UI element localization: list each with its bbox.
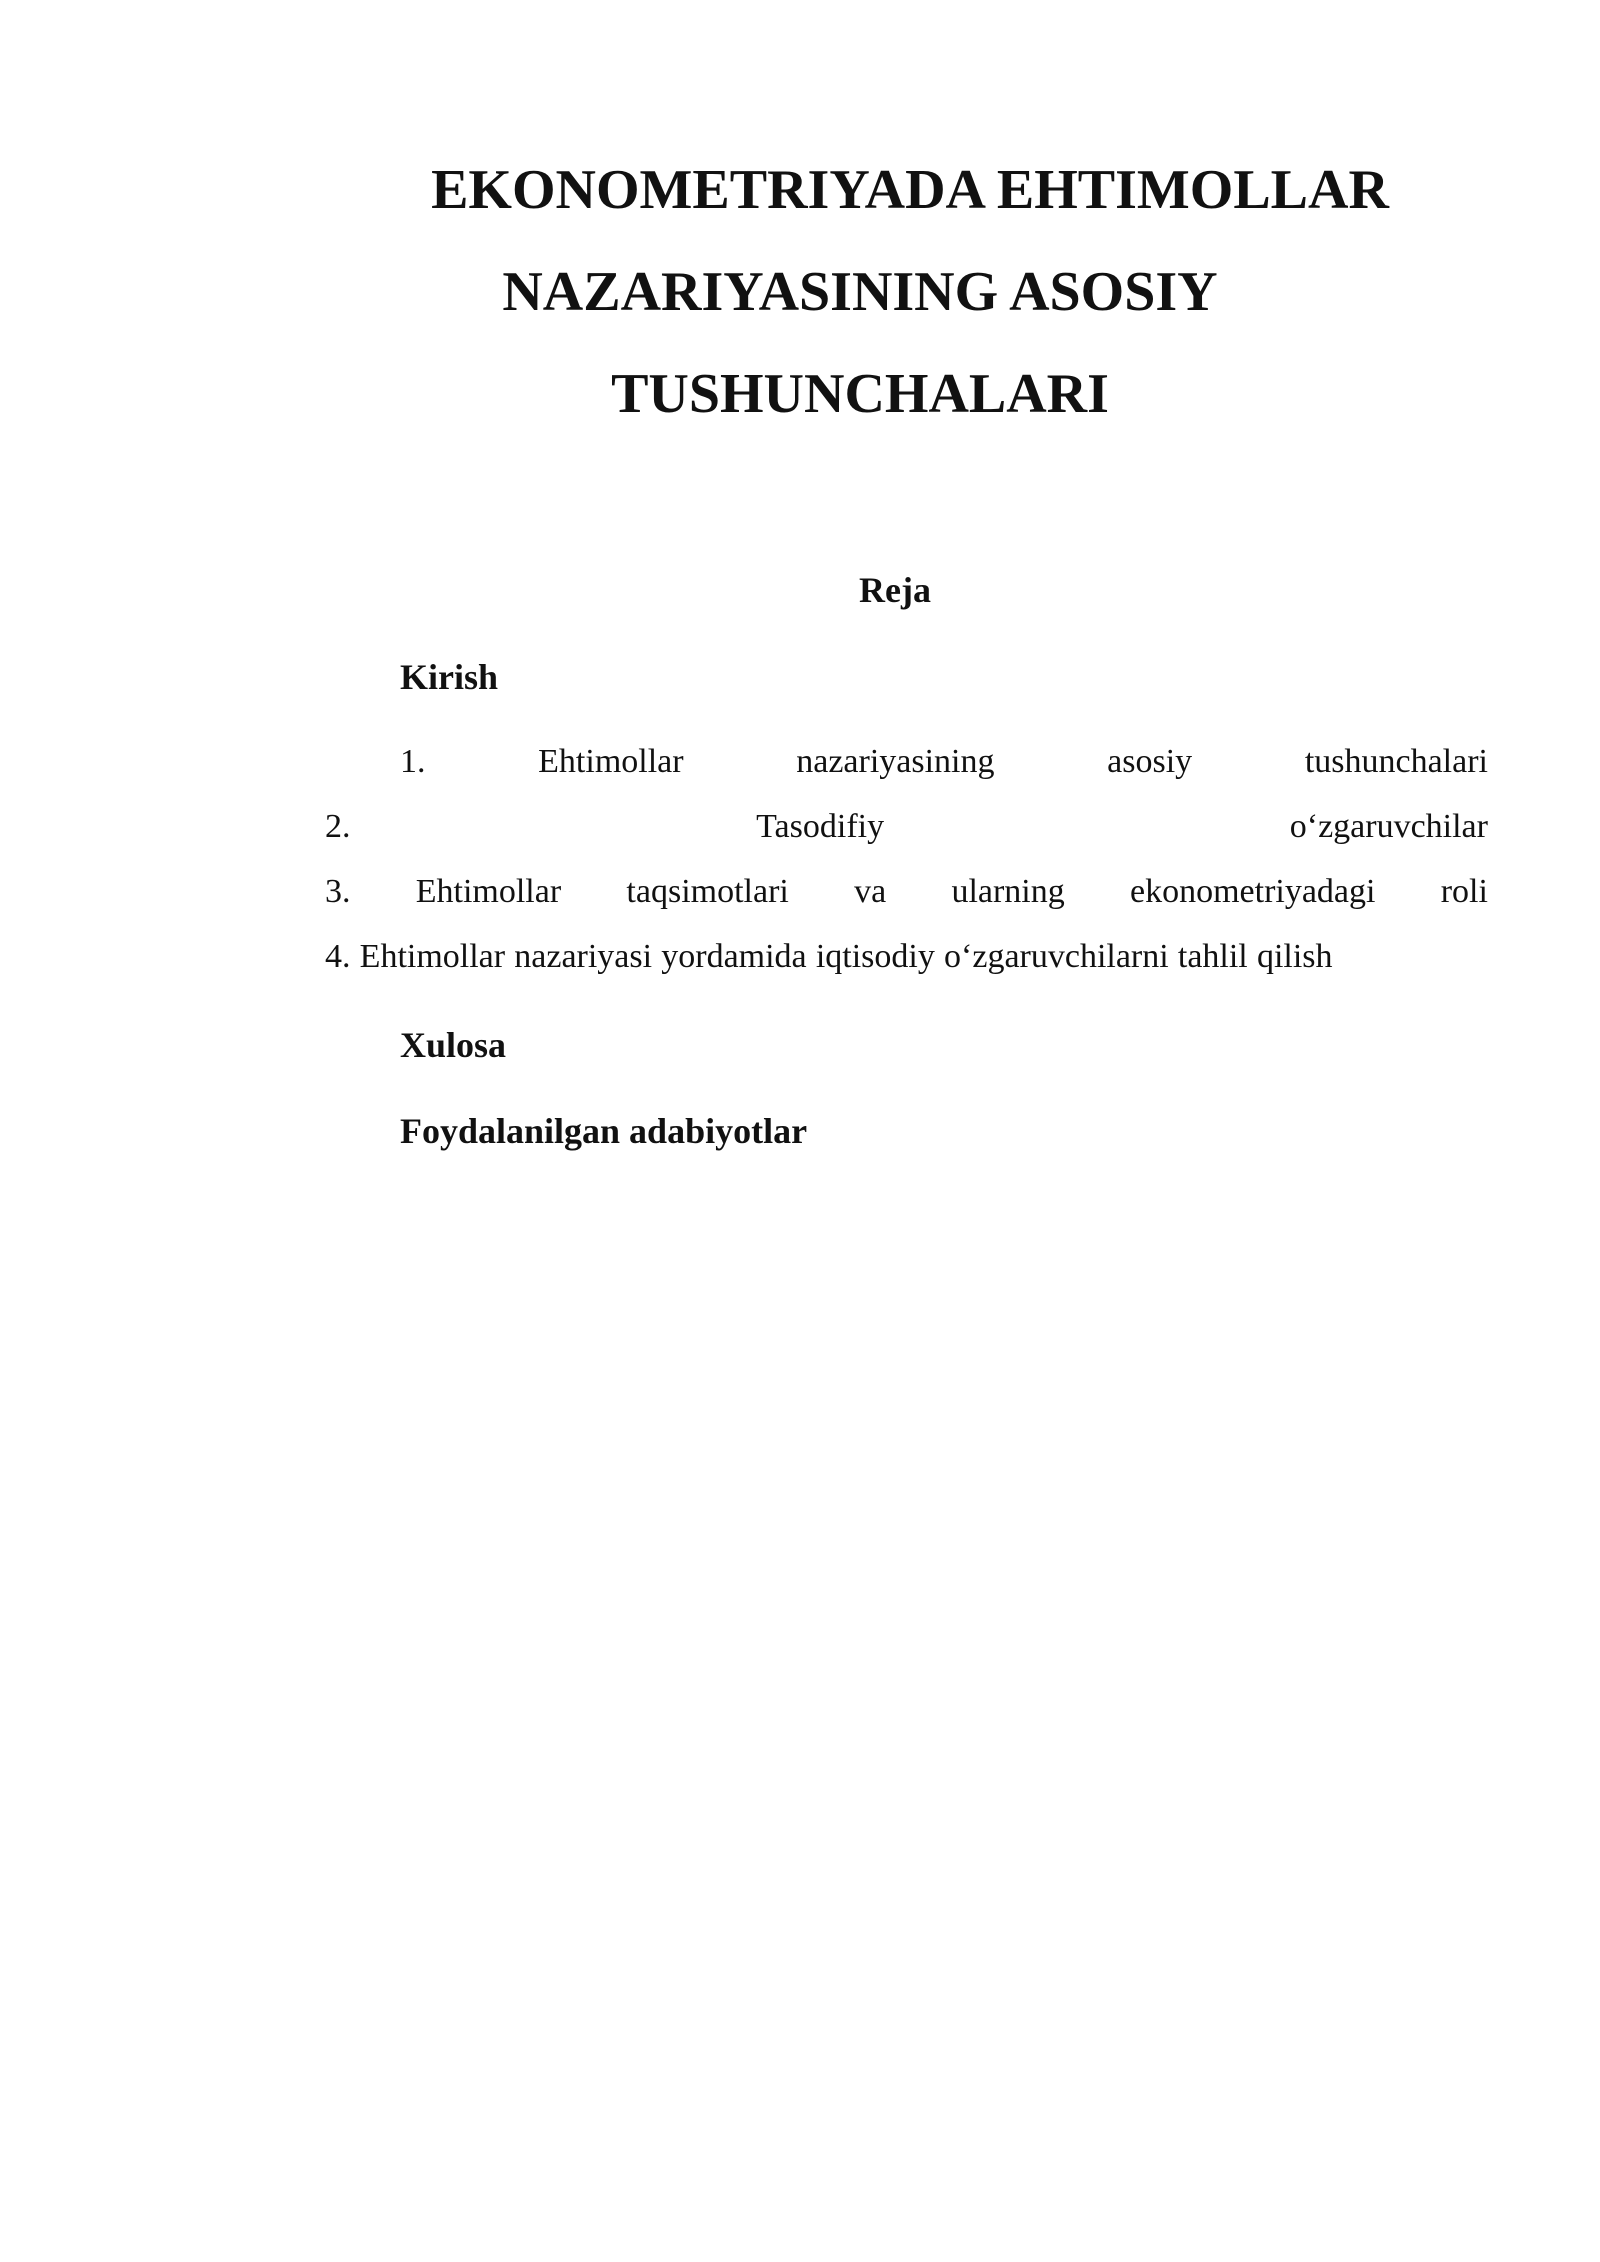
plan-item-word: Tasodifiy bbox=[756, 808, 885, 845]
plan-item-word: taqsimotlari bbox=[626, 873, 789, 910]
plan-item-word: ularning bbox=[951, 873, 1065, 910]
plan-item-2 bbox=[325, 810, 1488, 844]
plan-item-word: roli bbox=[1440, 873, 1488, 910]
plan-item-word: 2. bbox=[325, 808, 351, 845]
plan-item-word: 4. bbox=[325, 938, 351, 975]
plan-item-3 bbox=[325, 875, 1488, 909]
plan-item-word: ekonometriyadagi bbox=[1130, 873, 1376, 910]
plan-item-word: 3. bbox=[325, 873, 351, 910]
plan-item-word: Ehtimollar bbox=[359, 938, 506, 975]
plan-item-word: Ehtimollar bbox=[415, 873, 562, 910]
plan-item-word: tushunchalari bbox=[1304, 743, 1488, 780]
plan-item-word: yordamida bbox=[661, 938, 807, 975]
plan-item-word: asosiy bbox=[1107, 743, 1193, 780]
plan-item-4 bbox=[325, 940, 1488, 974]
plan-item-word: 1. bbox=[400, 743, 426, 780]
references-heading: Foydalanilgan adabiyotlar bbox=[400, 1111, 808, 1151]
plan-item-word: tahlil bbox=[1177, 938, 1248, 975]
plan-item-word: va bbox=[854, 873, 887, 910]
plan-item-1 bbox=[400, 745, 1488, 779]
plan-heading: Reja bbox=[859, 570, 931, 610]
plan-item-word: qilish bbox=[1256, 938, 1333, 975]
plan-item-word: iqtisodiy bbox=[815, 938, 935, 975]
document-title-line-3: TUSHUNCHALARI bbox=[611, 363, 1109, 425]
intro-heading: Kirish bbox=[400, 657, 499, 697]
plan-item-word: o‘zgaruvchilar bbox=[1289, 808, 1488, 845]
plan-item-word: nazariyasining bbox=[796, 743, 995, 780]
conclusion-heading: Xulosa bbox=[400, 1025, 507, 1065]
plan-item-word: Ehtimollar bbox=[538, 743, 684, 780]
plan-item-word: o‘zgaruvchilarni bbox=[944, 938, 1169, 975]
document-title-line-2: NAZARIYASINING ASOSIY bbox=[502, 261, 1218, 323]
document-title-line-1: EKONOMETRIYADA EHTIMOLLAR bbox=[431, 159, 1389, 221]
plan-item-word: nazariyasi bbox=[514, 938, 653, 975]
